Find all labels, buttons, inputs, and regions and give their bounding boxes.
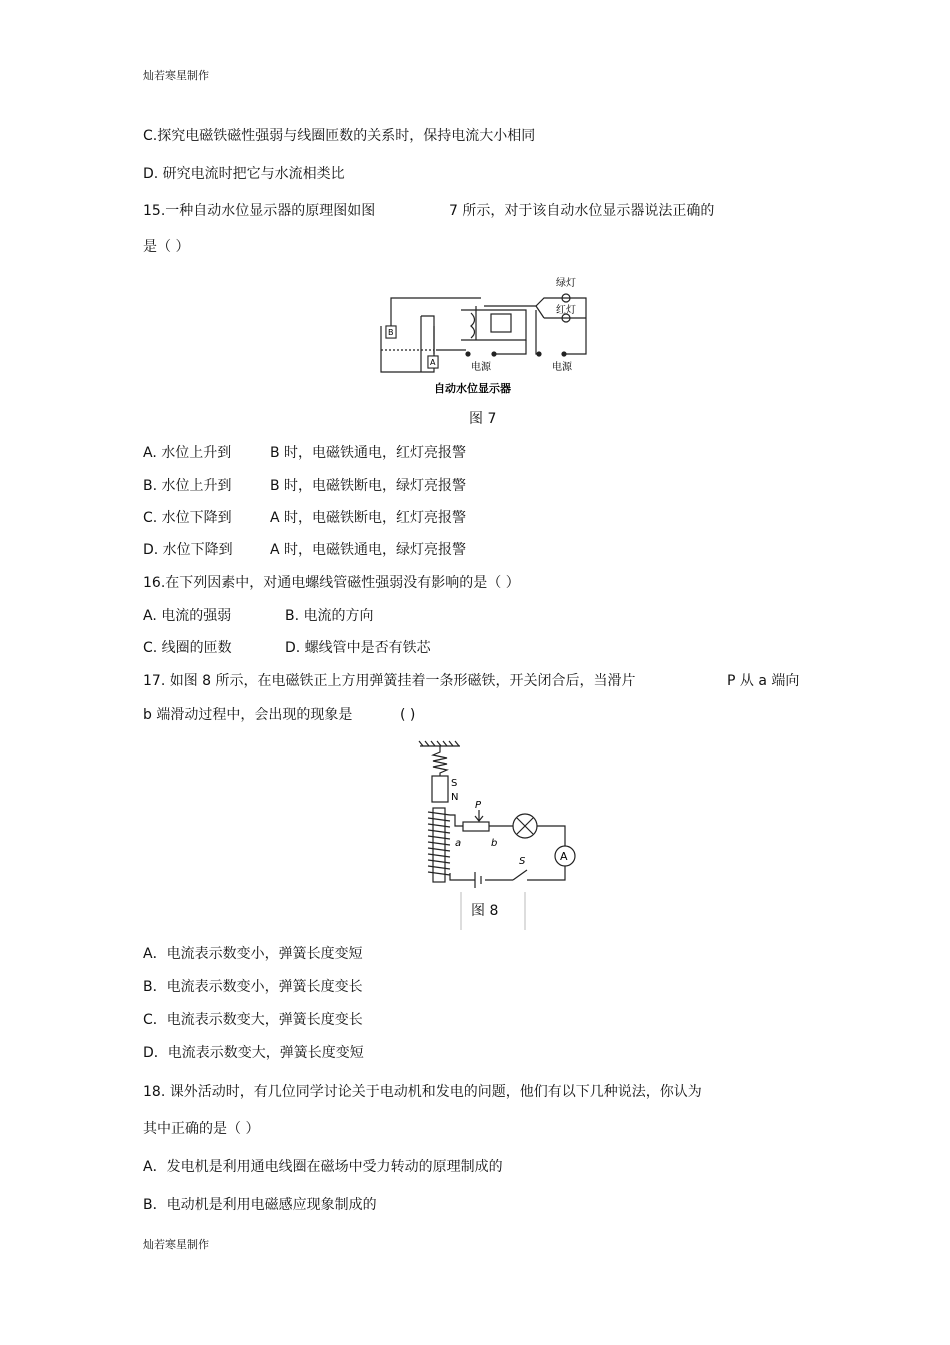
fig8-label-n-pole: N: [451, 792, 459, 803]
q17-option-d: D．电流表示数变大，弹簧长度变短: [143, 1045, 364, 1061]
q15-option-d-part2: A 时，电磁铁通电，绿灯亮报警: [270, 542, 467, 558]
q15-option-c-part1: C. 水位下降到: [143, 510, 232, 526]
q15-option-b-part2: B 时，电磁铁断电，绿灯亮报警: [270, 478, 467, 494]
q15-option-b-part1: B. 水位上升到: [143, 478, 232, 494]
q17-option-b: B．电流表示数变小，弹簧长度变长: [143, 979, 363, 995]
footer-watermark: 灿若寒星制作: [143, 1238, 209, 1251]
figure-7-caption: 图 7: [469, 411, 497, 427]
fig8-label-s-pole: S: [451, 778, 458, 789]
q16-option-a: A. 电流的强弱: [143, 608, 232, 624]
question-14-option-c: C.探究电磁铁磁性强弱与线圈匝数的关系时，保持电流大小相同: [143, 128, 536, 144]
fig7-label-green-lamp: 绿灯: [556, 278, 576, 289]
q15-option-a-part2: B 时，电磁铁通电，红灯亮报警: [270, 445, 467, 461]
q15-option-a-part1: A. 水位上升到: [143, 445, 232, 461]
q16-option-d: D. 螺线管中是否有铁芯: [285, 640, 431, 656]
header-watermark: 灿若寒星制作: [143, 69, 209, 82]
fig7-label-red-lamp: 红灯: [556, 305, 576, 316]
question-18-stem-part2: 其中正确的是（ ）: [143, 1121, 260, 1137]
fig7-label-b: B: [388, 328, 394, 337]
q18-option-a: A．发电机是利用通电线圈在磁场中受力转动的原理制成的: [143, 1159, 503, 1175]
question-17-stem-part1: 17. 如图 8 所示，在电磁铁正上方用弹簧挂着一条形磁铁，开关闭合后，当滑片: [143, 673, 636, 689]
fig8-label-ammeter: A: [560, 850, 568, 863]
question-17-stem-part2: P 从 a 端向: [727, 673, 800, 689]
question-14-option-d: D. 研究电流时把它与水流相类比: [143, 166, 345, 182]
fig7-label-power-2: 电源: [552, 362, 572, 373]
question-17-stem-part4: ( ): [400, 707, 416, 723]
fig8-label-p: P: [475, 800, 482, 811]
question-15-stem-part2: 7 所示，对于该自动水位显示器说法正确的: [449, 203, 715, 219]
q17-option-a: A．电流表示数变小，弹簧长度变短: [143, 946, 363, 962]
fig8-label-switch-s: S: [519, 856, 526, 867]
fig7-label-a: A: [430, 358, 436, 367]
question-15-stem-part3: 是（ ）: [143, 239, 190, 255]
fig8-label-b: b: [491, 838, 498, 849]
question-18-stem-part1: 18. 课外活动时，有几位同学讨论关于电动机和发电的问题，他们有以下几种说法，你认为: [143, 1084, 702, 1100]
fig8-label-a: a: [455, 838, 462, 849]
question-16-stem: 16.在下列因素中，对通电螺线管磁性强弱没有影响的是（ ）: [143, 575, 520, 591]
q16-option-c: C. 线圈的匝数: [143, 640, 232, 656]
q15-option-c-part2: A 时，电磁铁断电，红灯亮报警: [270, 510, 467, 526]
figure-7-diagram: [376, 268, 598, 400]
figure-8-caption: 图 8: [471, 903, 499, 919]
question-15-stem-part1: 15.一种自动水位显示器的原理图如图: [143, 203, 376, 219]
question-17-stem-part3: b 端滑动过程中，会出现的现象是: [143, 707, 353, 723]
fig7-label-power-1: 电源: [471, 362, 491, 373]
q18-option-b: B．电动机是利用电磁感应现象制成的: [143, 1197, 377, 1213]
fig7-title: 自动水位显示器: [434, 382, 511, 395]
q15-option-d-part1: D. 水位下降到: [143, 542, 233, 558]
q16-option-b: B. 电流的方向: [285, 608, 374, 624]
q17-option-c: C．电流表示数变大，弹簧长度变长: [143, 1012, 363, 1028]
